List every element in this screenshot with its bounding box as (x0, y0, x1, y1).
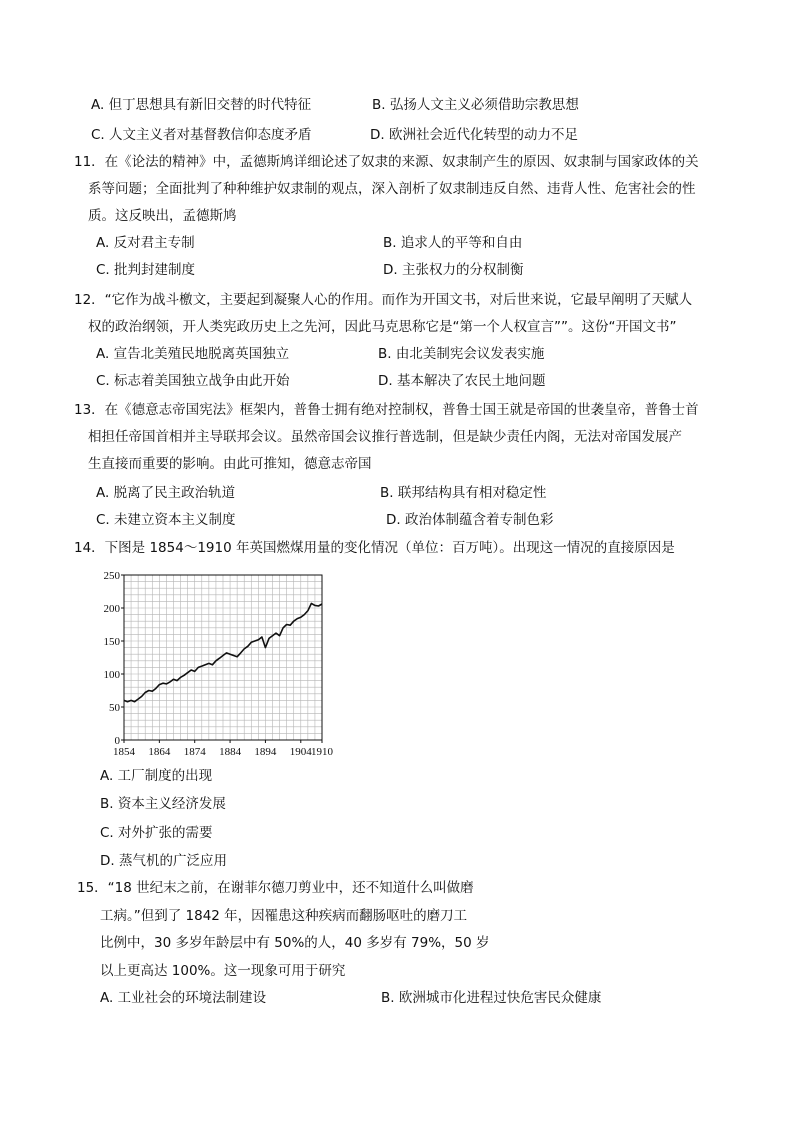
x-tick-label: 1884 (219, 746, 242, 758)
x-tick-label: 1894 (254, 746, 277, 758)
q13-option-d: D. 政治体制蕴含着专制色彩 (386, 512, 554, 528)
q15-stem-line-3: 比例中，30 多岁年龄层中有 50%的人，40 多岁有 79%，50 岁 (100, 935, 490, 951)
q13-stem-line-1: 13．在《德意志帝国宪法》框架内，普鲁士拥有绝对控制权，普鲁士国王就是帝国的世袭皇帝，普鲁士首 (74, 402, 699, 418)
q13-stem-line-2: 相担任帝国首相并主导联邦会议。虽然帝国会议推行普选制，但是缺少责任内阁，无法对帝国发展产 (88, 429, 682, 445)
q15-stem-line-4: 以上更高达 100%。这一现象可用于研究 (100, 963, 346, 979)
q15-stem-line-2: 工病。”但到了 1842 年，因罹患这种疾病而翻肠呕吐的磨刀工 (100, 908, 468, 924)
chart-grid (124, 575, 322, 740)
y-tick-label: 100 (103, 669, 120, 681)
y-tick-label: 0 (114, 735, 120, 747)
q10-option-b: B. 弘扬人文主义必须借助宗教思想 (372, 97, 579, 113)
y-tick-label: 50 (109, 702, 120, 714)
q12-option-c: C. 标志着美国独立战争由此开始 (96, 373, 290, 389)
q11-stem-line-3: 质。这反映出，孟德斯鸠 (88, 208, 237, 224)
y-tick-label: 200 (103, 603, 120, 615)
q11-option-b: B. 追求人的平等和自由 (383, 235, 523, 251)
x-tick-label: 1904 (289, 746, 312, 758)
x-tick-label: 1874 (183, 746, 206, 758)
q15-option-b: B. 欧洲城市化进程过快危害民众健康 (381, 990, 602, 1006)
q13-option-b: B. 联邦结构具有相对稳定性 (380, 485, 547, 501)
y-tick-label: 250 (103, 570, 120, 582)
q14-option-d: D. 蒸气机的广泛应用 (100, 853, 227, 869)
q12-option-a: A. 宣告北美殖民地脱离英国独立 (96, 346, 290, 362)
q11-stem-line-1: 11．在《论法的精神》中，孟德斯鸠详细论述了奴隶的来源、奴隶制产生的原因、奴隶制与国家政体的关 (74, 154, 699, 170)
x-tick-label: 1864 (148, 746, 171, 758)
q12-stem-line-2: 权的政治纲领，开人类宪政历史上之先河，因此马克思称它是“第一个人权宣言””。这份“开国文书” (88, 319, 677, 335)
q11-stem-line-2: 系等问题；全面批判了种种维护奴隶制的观点，深入剖析了奴隶制违反自然、违背人性、危害社会的性 (88, 181, 696, 197)
q12-stem-line-1: 12．“它作为战斗檄文，主要起到凝聚人心的作用。而作为开国文书，对后世来说，它最早阐明了天赋人 (74, 292, 693, 308)
q12-option-b: B. 由北美制宪会议发表实施 (378, 346, 545, 362)
q10-option-a: A. 但丁思想具有新旧交替的时代特征 (91, 97, 312, 113)
q13-option-c: C. 未建立资本主义制度 (96, 512, 236, 528)
q12-option-d: D. 基本解决了农民土地问题 (378, 373, 546, 389)
q13-stem-line-3: 生直接而重要的影响。由此可推知，德意志帝国 (88, 456, 372, 472)
q14-option-b: B. 资本主义经济发展 (100, 796, 226, 812)
q14-stem: 14．下图是 1854～1910 年英国燃煤用量的变化情况（单位：百万吨）。出现这一情况的直接原因是 (74, 540, 675, 556)
q10-option-c: C. 人文主义者对基督教信仰态度矛盾 (91, 127, 312, 143)
y-tick-label: 150 (103, 636, 120, 648)
q11-option-c: C. 批判封建制度 (96, 262, 196, 278)
q15-option-a: A. 工业社会的环境法制建设 (100, 990, 267, 1006)
coal-usage-chart (96, 566, 356, 762)
q13-option-a: A. 脱离了民主政治轨道 (96, 485, 236, 501)
x-tick-label: 1854 (113, 746, 135, 758)
q10-option-d: D. 欧洲社会近代化转型的动力不足 (370, 127, 578, 143)
q14-option-a: A. 工厂制度的出现 (100, 768, 213, 784)
q11-option-d: D. 主张权力的分权制衡 (383, 262, 524, 278)
x-tick-label: 1910 (311, 746, 333, 758)
q11-option-a: A. 反对君主专制 (96, 235, 195, 251)
q15-stem-line-1: 15．“18 世纪末之前，在谢菲尔德刀剪业中，还不知道什么叫做磨 (77, 880, 474, 896)
q14-option-c: C. 对外扩张的需要 (100, 825, 213, 841)
